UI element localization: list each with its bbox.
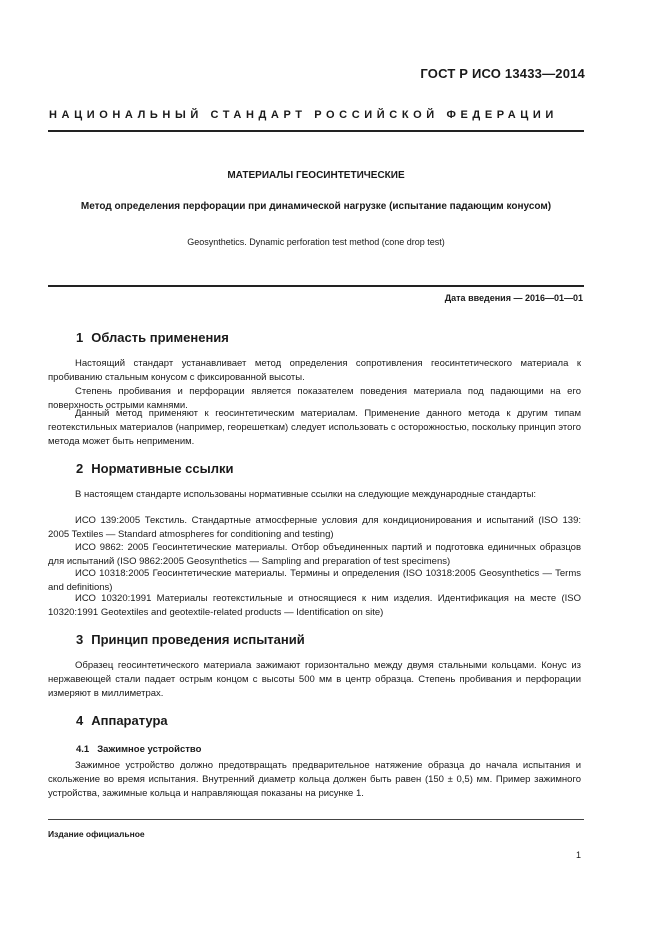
paragraph: Зажимное устройство должно предотвращать предварительное натяжение образца до начала испытания и скольжение во время испытания. Внутренний диаметр кольца должен быть равен (150 ± 0,5) мм. Пример зажимного устройства, зажимные кольца и направляющая показаны на рисунке 1. [48, 760, 581, 799]
paragraph: Образец геосинтетического материала зажимают горизонтально между двумя стальными кольцами. Конус из нержавеющей стали падает острым концом с высоты 500 мм в центр образца. Степень пробивания и перфорации измеряют в миллиметрах. [48, 660, 581, 699]
paragraph: Настоящий стандарт устанавливает метод определения сопротивления геосинтетического материала к пробиванию стальным конусом с фиксированной высоты. [48, 358, 581, 383]
subsection-heading-clamp [76, 744, 201, 755]
section-heading-references [76, 461, 233, 476]
section-number: 4 [76, 713, 84, 728]
page-number: 1 [575, 850, 581, 860]
document-subtitle: Метод определения перфорации при динамической нагрузке (испытание падающим конусом) [80, 201, 552, 212]
section-title: Нормативные ссылки [91, 461, 234, 476]
reference-entry: ИСО 139:2005 Текстиль. Стандартные атмосферные условия для кондиционирования и испытаний (ISO 139: 2005 Textiles — Standard atmospheres for conditioning and testing) [48, 515, 581, 540]
section-number: 2 [76, 461, 84, 476]
reference-entry: ИСО 10318:2005 Геосинтетические материалы. Термины и определения (ISO 10318:2005 Geosynthetics — Terms and definitions) [48, 568, 581, 593]
paragraph: В настоящем стандарте использованы нормативные ссылки на следующие международные стандарты: [75, 489, 537, 500]
english-title: Geosynthetics. Dynamic perforation test method (cone drop test) [187, 237, 445, 247]
subsection-title: Зажимное устройство [97, 744, 202, 755]
section-number: 1 [76, 330, 84, 345]
reference-entry: ИСО 9862: 2005 Геосинтетические материалы. Отбор объединенных партий и подготовка единичных образцов для испытаний (ISO 9862:2005 Geosynthetics — Sampling and preparation of test specimens) [48, 542, 581, 567]
official-edition-note: Издание официальное [48, 829, 145, 839]
national-standard-banner: НАЦИОНАЛЬНЫЙ СТАНДАРТ РОССИЙСКОЙ ФЕДЕРАЦИИ [49, 109, 558, 121]
section-title: Аппаратура [91, 713, 168, 728]
title-rule [48, 285, 584, 287]
reference-entry: ИСО 10320:1991 Материалы геотекстильные и относящиеся к ним изделия. Идентификация на месте (ISO 10320:1991 Geotextiles and geotextile-related products — Identification on site) [48, 593, 581, 618]
paragraph: Степень пробивания и перфорации является показателем поведения материала под падающими на его поверхность острыми камнями. [48, 386, 581, 411]
section-title: Область применения [91, 330, 229, 345]
footer-rule [48, 819, 584, 820]
paragraph: Данный метод применяют к геосинтетическим материалам. Применение данного метода к другим типам геотекстильных материалов (например, георешеткам) следует использовать с осторожностью, поскольку принцип этого метода может быть неприменим. [48, 408, 581, 447]
section-heading-apparatus [76, 713, 168, 728]
introduction-date: Дата введения — 2016—01—01 [444, 293, 583, 303]
section-title: Принцип проведения испытаний [91, 632, 305, 647]
subsection-number: 4.1 [76, 744, 90, 755]
standard-code: ГОСТ Р ИСО 13433—2014 [420, 66, 585, 81]
document-title: МАТЕРИАЛЫ ГЕОСИНТЕТИЧЕСКИЕ [227, 170, 405, 181]
section-heading-scope [76, 330, 229, 345]
section-number: 3 [76, 632, 84, 647]
header-rule [48, 130, 584, 132]
section-heading-principle [76, 632, 305, 647]
